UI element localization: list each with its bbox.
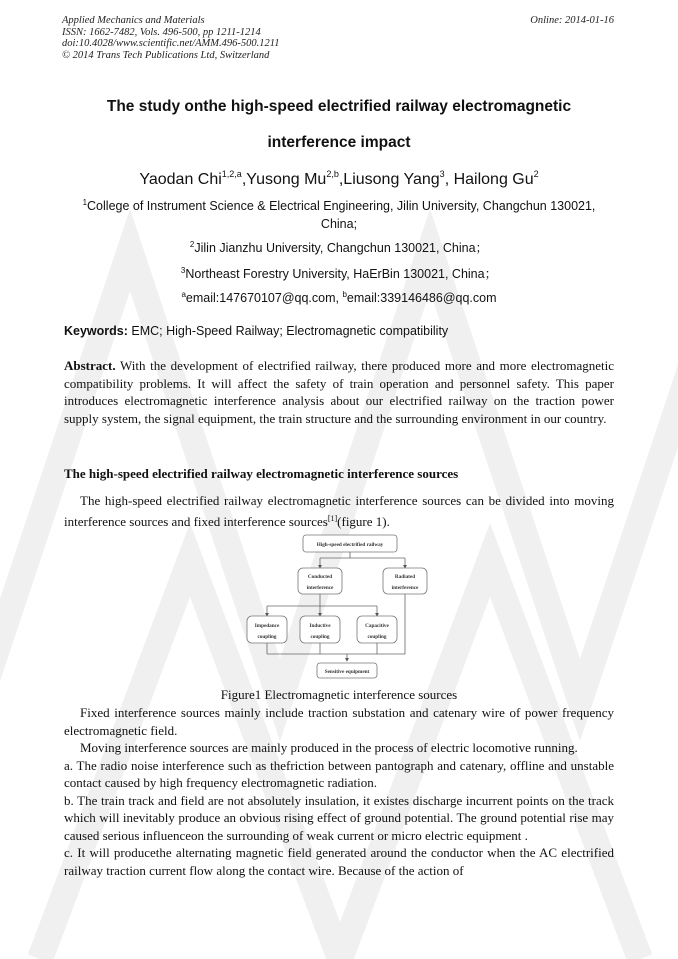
author-emails: $^a$email:147670107@qq.com, $^b$email:339146486@qq.com — [181, 290, 497, 305]
journal-copyright: © 2014 Trans Tech Publications Ltd, Switzerland — [62, 49, 270, 61]
interference-flowchart — [245, 532, 435, 682]
intro-paragraph: The high-speed electrified railway electromagnetic interference sources can be divided into moving interference sources and fixed interference sources[1](figure 1). — [64, 493, 614, 529]
body-paragraphs — [64, 704, 614, 879]
journal-issn: ISSN: 1662-7482, Vols. 496-500, pp 1211-1214 — [62, 26, 261, 38]
node-impedance-label-2: coupling — [257, 634, 277, 640]
abstract-label: Abstract. — [64, 358, 116, 373]
paper-title: The study onthe high-speed electrified railway electromagnetic interference impact — [106, 98, 572, 151]
list-item-c: c. It will producethe alternating magnetic field generated around the conductor when the AC electrified railway traction current flow along the contact wire. Because of the action of — [64, 845, 614, 878]
node-root-label: High-speed electrified railway — [316, 542, 384, 548]
node-radiated-label-1: Radiated — [394, 574, 416, 580]
paragraph-fixed-sources: Fixed interference sources mainly include traction substation and catenary wire of power frequency electromagnetic field. — [64, 705, 614, 738]
affiliation-2: $^2$Jilin Jianzhu University, Changchun 130021, China； — [189, 240, 489, 255]
list-item-a: a. The radio noise interference such as thefriction between pantograph and catenary, offline and unstable contact caused by high frequency electromagnetic radiation. — [64, 757, 614, 790]
section-heading: The high-speed electrified railway electromagnetic interference sources — [64, 466, 459, 481]
node-inductive-label-2: coupling — [310, 634, 330, 640]
online-date: Online: 2014-01-16 — [530, 15, 614, 26]
node-radiated-label-2: interference — [391, 585, 419, 591]
list-item-b: b. The train track and field are not absolutely insulation, it existes discharge incurrent points on the track which will inevitably produce an obvious rising effect of ground potential. The ground potential rise may caused serious influenceon the surrounding of weak current or micro electric equipment . — [64, 792, 614, 843]
abstract-text: With the development of electrified railway, there produced more and more electromagnetic compatibility problems. It will affect the safety of train operation and personnel safety. This paper introduces electromagnetic interference analysis about our electrified railway on the traction power supply system, the signal equipment, the train structure and the surrounding environment in our country. — [64, 358, 615, 426]
abstract — [64, 357, 614, 427]
node-impedance-label-1: Impedance — [254, 623, 280, 629]
journal-doi: doi:10.4028/www.scientific.net/AMM.496-500.1211 — [62, 38, 280, 49]
keywords — [64, 323, 616, 339]
author-list: Yaodan Chi$^{1,2,a}$,Yusong Mu$^{2,b}$,Liusong Yang$^3$, Hailong Gu$^2$ — [139, 169, 539, 188]
affiliation-3: $^3$Northeast Forestry University, HaErBin 130021, China； — [180, 266, 498, 281]
keywords-label: Keywords: — [64, 324, 128, 338]
journal-name: Applied Mechanics and Materials — [62, 15, 205, 26]
node-conducted-label-1: Conducted — [307, 574, 333, 580]
node-inductive-label-1: Inductive — [309, 623, 331, 629]
node-capacitive-label-2: coupling — [367, 634, 387, 640]
keywords-text: EMC; High-Speed Railway; Electromagnetic compatibility — [131, 324, 449, 338]
node-capacitive-label-1: Capacitive — [365, 623, 389, 629]
journal-header — [62, 15, 614, 61]
paragraph-moving-sources: Moving interference sources are mainly produced in the process of electric locomotive running. — [80, 740, 578, 755]
node-conducted-label-2: interference — [306, 585, 334, 591]
node-sensitive-label: Sensitive equipment — [324, 669, 370, 675]
figure-caption: Figure1 Electromagnetic interference sources — [220, 687, 458, 702]
affiliation-1: $^1$College of Instrument Science & Electrical Engineering, Jilin University, Changchun 130021, China; — [82, 198, 596, 231]
